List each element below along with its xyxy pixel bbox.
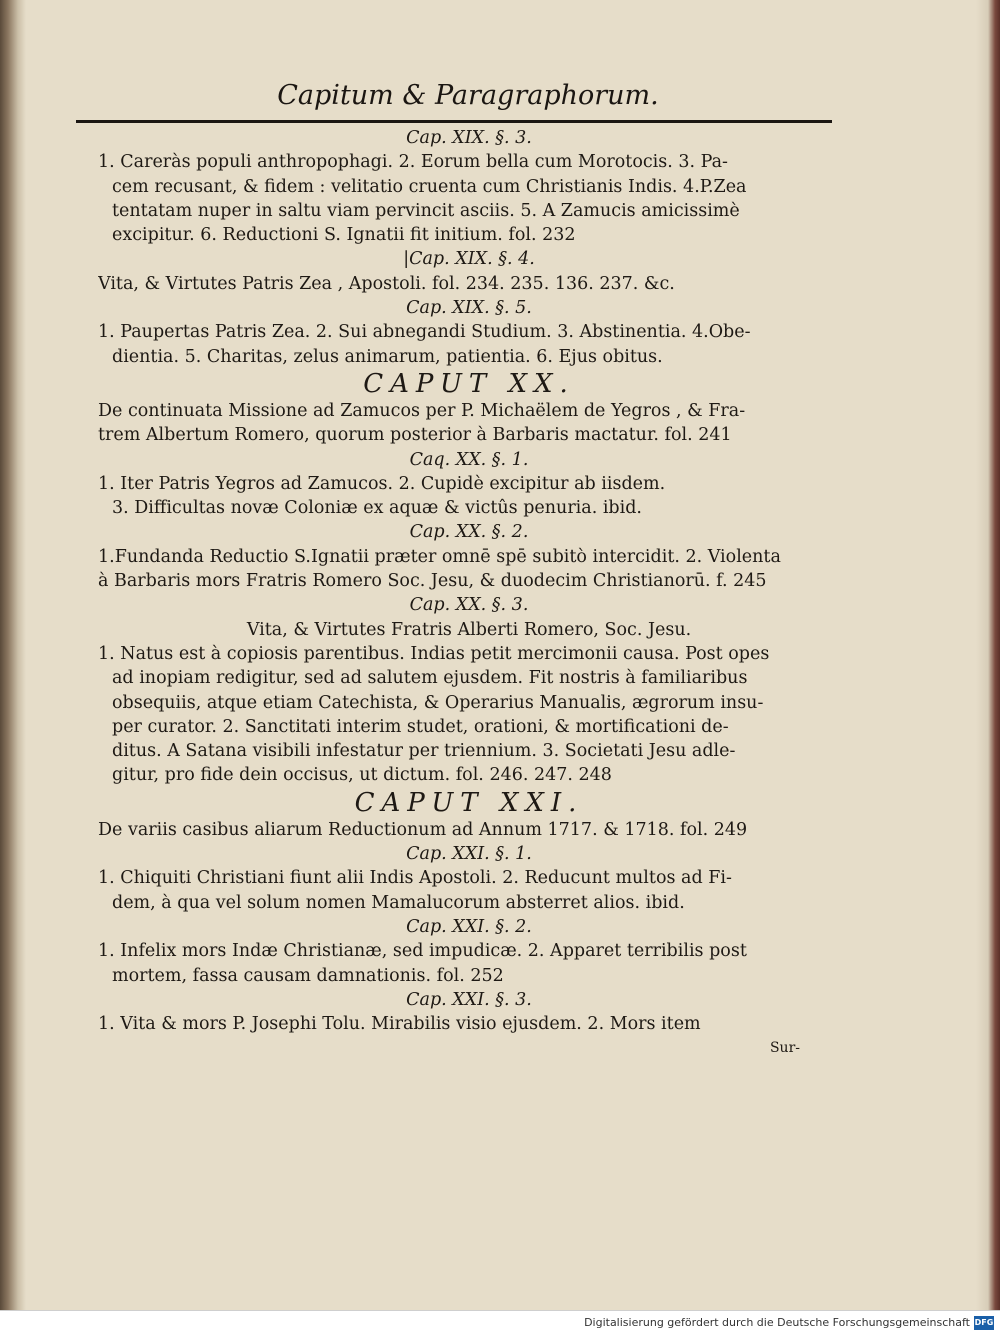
text-line: De continuata Missione ad Zamucos per P. Michaëlem de Yegros , & Fra- — [98, 400, 746, 421]
text-line: 1. Careràs populi anthropophagi. 2. Eorum bella cum Morotocis. 3. Pa- — [98, 152, 728, 173]
text-line: ad inopiam redigitur, sed ad salutem ejusdem. Fit nostris à familiaribus — [112, 668, 748, 689]
section-subheading: Vita, & Virtutes Fratris Alberti Romero, Soc. Jesu. — [246, 619, 692, 640]
section-heading: Caq. XX. §. 1. — [409, 449, 529, 470]
text-line: 1. Infelix mors Indæ Christianæ, sed impudicæ. 2. Apparet terribilis post — [98, 941, 747, 962]
text-line: à Barbaris mors Fratris Romero Soc. Jesu, & duodecim Christianorū. f. 245 — [98, 571, 767, 592]
footer-credit-text: Digitalisierung gefördert durch die Deutsche Forschungsgemeinschaft — [584, 1316, 970, 1329]
text-line: cem recusant, & fidem : velitatio cruenta cum Christianis Indis. 4.P.Zea — [112, 176, 747, 197]
text-line: 1. Vita & mors P. Josephi Tolu. Mirabilis visio ejusdem. 2. Mors item — [98, 1014, 701, 1035]
text-line: per curator. 2. Sanctitati interim studet, orationi, & mortificationi de- — [112, 716, 729, 737]
text-line: 1. Natus est à copiosis parentibus. Indias petit mercimonii causa. Post opes — [98, 643, 770, 664]
section-heading: Cap. XXI. §. 3. — [406, 989, 532, 1010]
text-line: dem, à qua vel solum nomen Mamalucorum absterret alios. ibid. — [112, 892, 685, 913]
chapter-heading: CAPUT XX. — [363, 368, 575, 399]
text-line: trem Albertum Romero, quorum posterior à Barbaris mactatur. fol. 241 — [98, 425, 732, 446]
section-heading: Cap. XX. §. 3. — [409, 595, 529, 616]
section-heading: Cap. XX. §. 2. — [409, 522, 529, 543]
text-line: gitur, pro fide dein occisus, ut dictum. fol. 246. 247. 248 — [112, 765, 612, 786]
chapter-heading: CAPUT XXI. — [354, 787, 584, 818]
text-line: De variis casibus aliarum Reductionum ad Annum 1717. & 1718. fol. 249 — [98, 819, 748, 840]
text-line: 1.Fundanda Reductio S.Ignatii præter omnē spē subitò intercidit. 2. Violenta — [98, 546, 781, 567]
section-heading: |Cap. XIX. §. 4. — [403, 249, 535, 270]
dfg-logo-icon: DFG — [974, 1316, 994, 1330]
left-page-edge — [0, 0, 26, 1310]
text-line: excipitur. 6. Reductioni S. Ignatii fit initium. fol. 232 — [112, 225, 576, 246]
text-line: 1. Iter Patris Yegros ad Zamucos. 2. Cupidè excipitur ab iisdem. — [98, 473, 666, 494]
text-line: mortem, fassa causam damnationis. fol. 252 — [112, 965, 504, 986]
page-header-title: Capitum & Paragraphorum. — [277, 80, 659, 111]
section-heading: Cap. XIX. §. 3. — [406, 128, 532, 148]
text-line: tentatam nuper in saltu viam pervincit asciis. 5. A Zamucis amicissimè — [112, 200, 740, 221]
text-line: 1. Chiquiti Christiani fiunt alii Indis Apostoli. 2. Reducunt multos ad Fi- — [98, 868, 732, 889]
footer-bar — [0, 1310, 1000, 1337]
text-line: obsequiis, atque etiam Catechista, & Operarius Manualis, ægrorum insu- — [112, 692, 764, 713]
text-line: ditus. A Satana visibili infestatur per triennium. 3. Societati Jesu adle- — [112, 741, 736, 762]
section-heading: Cap. XXI. §. 1. — [406, 844, 532, 865]
text-line: 1. Paupertas Patris Zea. 2. Sui abnegandi Studium. 3. Abstinentia. 4.Obe- — [98, 322, 751, 343]
text-line: 3. Difficultas novæ Coloniæ ex aquæ & victûs penuria. ibid. — [112, 498, 642, 519]
header-rule — [76, 120, 832, 123]
page-content — [98, 126, 840, 1061]
right-page-edge — [976, 0, 1000, 1310]
text-line: dientia. 5. Charitas, zelus animarum, patientia. 6. Ejus obitus. — [112, 346, 663, 367]
text-line: Vita, & Virtutes Patris Zea , Apostoli. fol. 234. 235. 136. 237. &c. — [98, 273, 675, 294]
section-heading: Cap. XIX. §. 5. — [406, 298, 532, 319]
section-heading: Cap. XXI. §. 2. — [406, 916, 532, 937]
catchword: Sur- — [769, 1040, 800, 1057]
